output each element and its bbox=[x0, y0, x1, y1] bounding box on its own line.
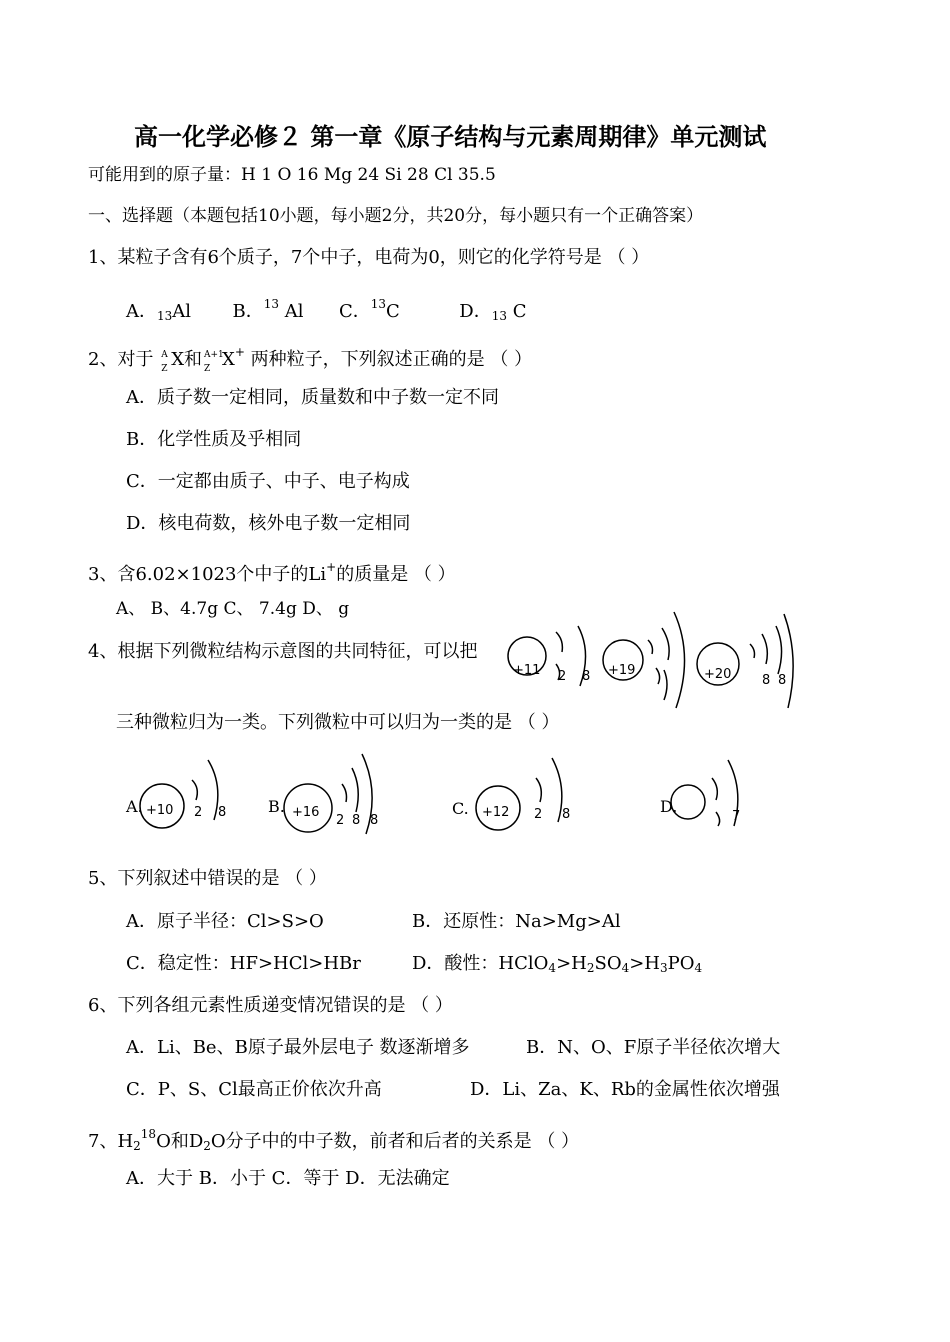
shell-electrons: 8 bbox=[582, 669, 591, 684]
q2-option-d[interactable]: D．核电荷数，核外电子数一定相同 bbox=[126, 513, 411, 534]
structure-diagram-plus19 bbox=[598, 608, 698, 708]
nucleus-charge: +12 bbox=[482, 805, 510, 820]
structure-diagram-plus20 bbox=[696, 608, 806, 708]
question-1-stem: 1、某粒子含有6个质子，7个中子，电荷为0，则它的化学符号是 （ ） bbox=[88, 247, 650, 268]
question-7-options[interactable]: A．大于 B．小于 C．等于 D．无法确定 bbox=[126, 1168, 450, 1189]
question-4-stem: 4、根据下列微粒结构示意图的共同特征，可以把 bbox=[88, 641, 478, 662]
nucleus-charge: +11 bbox=[513, 663, 541, 678]
q4-option-d[interactable] bbox=[660, 754, 750, 834]
shell-electrons: 7 bbox=[732, 809, 741, 824]
question-3-stem: 3、含6.02×1023个中子的Li+的质量是 （ ） bbox=[88, 560, 456, 585]
q5-option-d[interactable]: D．酸性：$HClO_4>H_2SO_4>H_3PO_4$ bbox=[412, 953, 703, 975]
nuclide-x-symbol: A Z bbox=[161, 350, 168, 374]
q1-option-a[interactable]: A．$_{13}$Al bbox=[126, 301, 192, 323]
question-5-stem: 5、下列叙述中错误的是 （ ） bbox=[88, 868, 327, 889]
nucleus-charge: +19 bbox=[608, 663, 636, 678]
question-6-stem: 6、下列各组元素性质递变情况错误的是 （ ） bbox=[88, 995, 453, 1016]
question-1-options bbox=[126, 292, 527, 328]
atomic-masses-line: 可能用到的原子量：H 1 O 16 Mg 24 Si 28 Cl 35.5 bbox=[88, 165, 496, 185]
q5-option-c[interactable]: C．稳定性：HF>HCl>HBr bbox=[126, 953, 361, 974]
q2-option-a[interactable]: A．质子数一定相同，质量数和中子数一定不同 bbox=[126, 387, 499, 408]
q2-option-c[interactable]: C．一定都由质子、中子、电子构成 bbox=[126, 471, 410, 492]
q4-option-b[interactable] bbox=[268, 748, 398, 838]
q2-option-b[interactable]: B．化学性质及乎相同 bbox=[126, 429, 302, 450]
shell-electrons: 8 bbox=[352, 813, 361, 828]
q4-option-c[interactable] bbox=[452, 754, 582, 834]
question-7-stem: 7、$H_2^{18}O$和$D_2O$分子中的中子数，前者和后者的关系是 （ ） bbox=[88, 1127, 580, 1153]
svg-text:A.: A. bbox=[126, 797, 143, 816]
q5-option-a[interactable]: A．原子半径：Cl>S>O bbox=[126, 911, 324, 932]
structure-diagram-plus11 bbox=[500, 608, 600, 698]
q5-option-b[interactable]: B．还原性：Na>Mg>Al bbox=[412, 911, 621, 932]
question-4-stem-continued: 三种微粒归为一类。下列微粒中可以归为一类的是 （ ） bbox=[116, 712, 560, 733]
q6-option-a[interactable]: A．Li、Be、B原子最外层电子 数逐渐增多 bbox=[126, 1037, 470, 1058]
shell-electrons: 8 bbox=[762, 673, 771, 688]
q1-option-c[interactable]: C．$^{13}$C bbox=[338, 297, 400, 322]
nucleus-charge: +16 bbox=[292, 805, 320, 820]
shell-electrons: 8 bbox=[218, 805, 227, 820]
svg-text:C.: C. bbox=[452, 799, 469, 818]
q6-option-d[interactable]: D．Li、Za、K、Rb的金属性依次增强 bbox=[470, 1079, 780, 1100]
q1-option-b[interactable]: B．$^{13}$ Al bbox=[232, 297, 304, 322]
q4-option-a[interactable] bbox=[126, 754, 246, 834]
svg-text:B.: B. bbox=[268, 797, 285, 816]
nucleus-charge: +20 bbox=[704, 667, 732, 682]
q1-option-d[interactable]: D．$_{13}$ C bbox=[459, 301, 527, 323]
q6-option-c[interactable]: C．P、S、Cl最高正价依次升高 bbox=[126, 1079, 382, 1100]
section-heading: 一、选择题（本题包括10小题，每小题2分，共20分，每小题只有一个正确答案） bbox=[88, 206, 704, 226]
question-2-stem: 2、对于 A Z X和 A+1 Z X+ 两种粒子，下列叙述正确的是 （ ） bbox=[88, 345, 533, 374]
q6-option-b[interactable]: B．N、O、F原子半径依次增大 bbox=[526, 1037, 781, 1058]
shell-electrons: 8 bbox=[370, 813, 379, 828]
shell-electrons: 2 bbox=[336, 813, 345, 828]
question-3-options[interactable]: A、 B、4.7g C、 7.4g D、 g bbox=[116, 599, 350, 619]
shell-electrons: 8 bbox=[562, 807, 571, 822]
shell-electrons: 2 bbox=[558, 669, 567, 684]
nucleus-charge: +10 bbox=[146, 803, 174, 818]
page-title: 高一化学必修２ 第一章《原子结构与元素周期律》单元测试 bbox=[134, 123, 767, 151]
shell-electrons: 8 bbox=[778, 673, 787, 688]
nuclide-x-ion-symbol: A+1 Z bbox=[204, 350, 224, 374]
shell-electrons: 2 bbox=[534, 807, 543, 822]
shell-electrons: 2 bbox=[194, 805, 203, 820]
svg-text:D.: D. bbox=[660, 797, 678, 816]
